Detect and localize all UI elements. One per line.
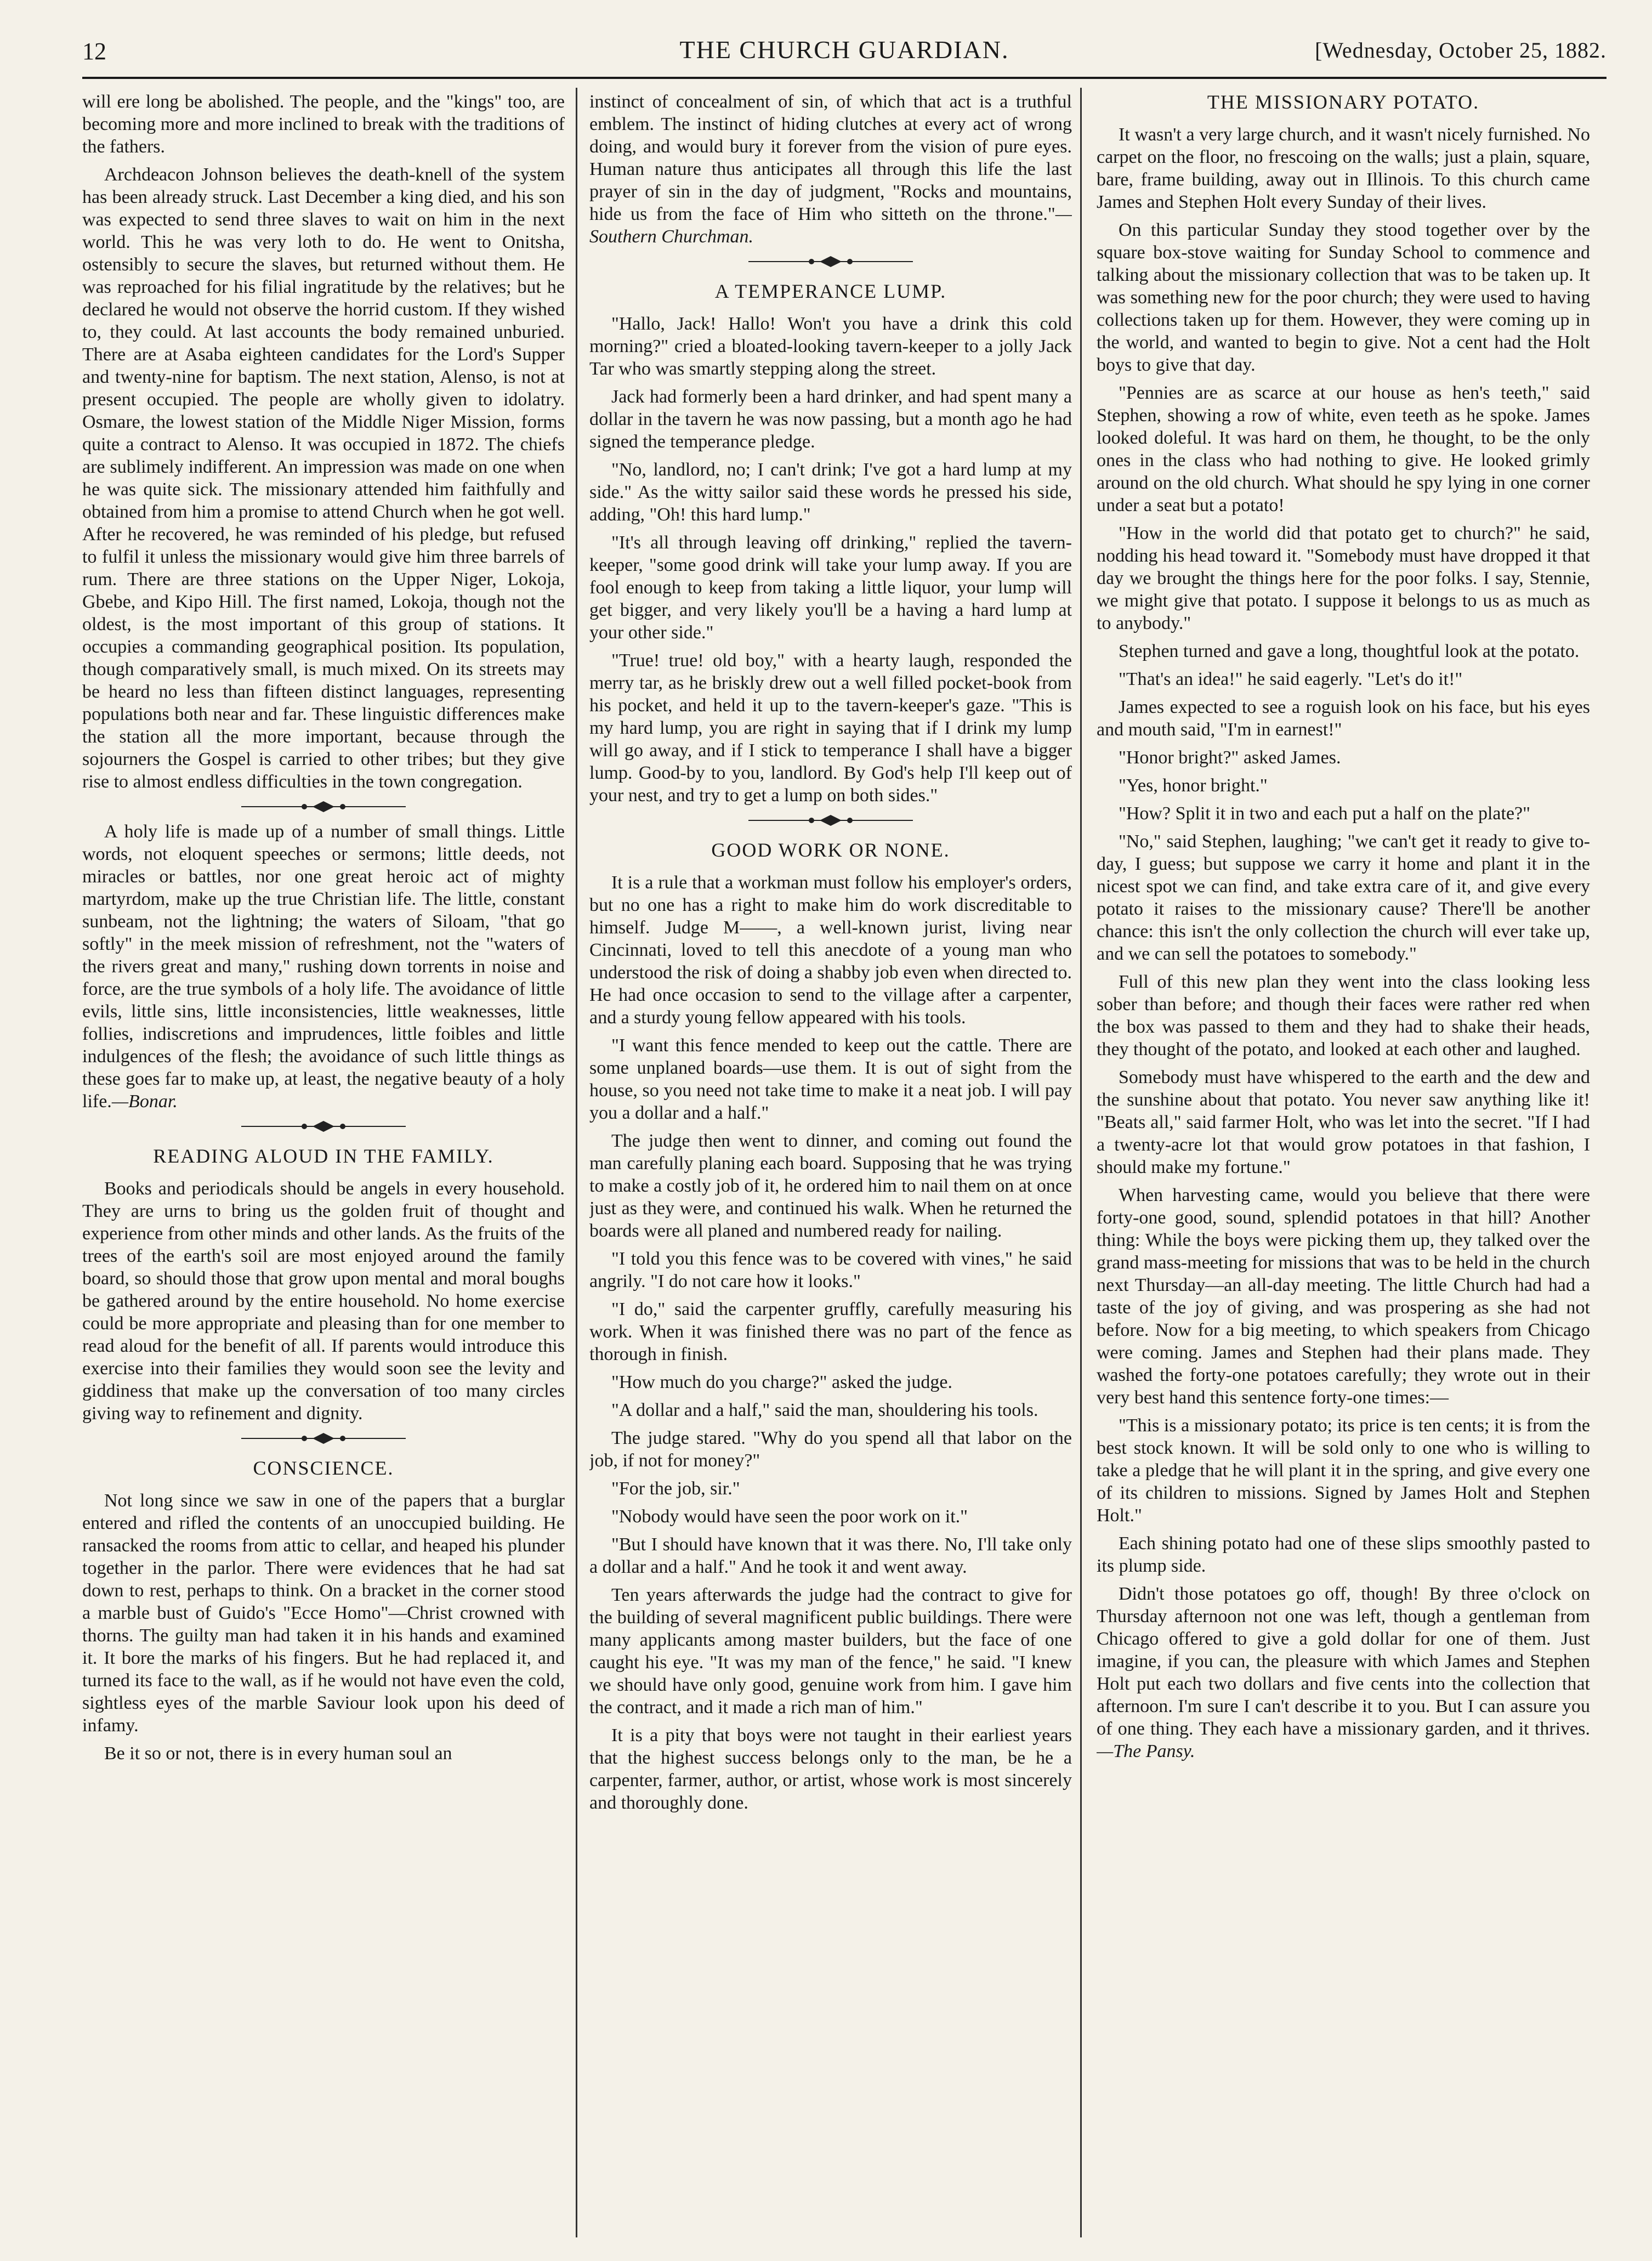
article-paragraph: "Hallo, Jack! Hallo! Won't you have a drink this cold morning?" cried a bloated-looking tavern-keeper to a jolly Jack Tar who was smartly stepping along the street. <box>589 314 1072 379</box>
author-signature: —Bonar. <box>111 1091 178 1112</box>
newspaper-title: THE CHURCH GUARDIAN. <box>679 36 1009 64</box>
article-paragraph: Books and periodicals should be angels in every household. They are urns to bring us the golden fruit of thought and experience from other minds and other lands. As the fruits of the trees of the earth's soil are most enjoyed around the family board, so should those that grow upon mental and moral boughs be gathered around by the entire household. No home exercise could be more appropriate and pleasing than for one member to read aloud for the benefit of all. If parents would introduce this exercise into their families they would soon see the levity and giddiness that make up the conversation of too many circles giving way to refinement and dignity. <box>82 1178 565 1424</box>
article-paragraph: "Honor bright?" asked James. <box>1119 747 1341 768</box>
article-paragraph: "No," said Stephen, laughing; "we can't get it ready to give to-day, I guess; but suppose we carry it home and plant it in the nicest spot we can find, and take extra care of it, and give every potato it raises to the missionary cause? There'll be another chance: this isn't the only collection the church will ever take up, and we can sell the potatoes to somebody." <box>1097 831 1590 964</box>
article-paragraph: Didn't those potatoes go off, though! By three o'clock on Thursday afternoon not one was left, though a gentleman from Chicago offered to give a gold dollar for one of them. Just imagine, if you can, the pleasure with which James and Stephen Holt put each two dollars and five cents into the collection that afternoon. I'm sure I can't describe it to you. But I can assure you of one thing. They each have a missionary garden, and it thrives.—The Pansy. <box>1097 1584 1590 1761</box>
section-separator <box>589 253 1072 272</box>
article-paragraph: "True! true! old boy," with a hearty laugh, responded the merry tar, as he briskly drew out a well filled pocket-book from his pocket, and held it up to the tavern-keeper's gaze. "This is my hard lump, you are right in saying that if I drink my lump will go away, and if I stick to temperance I shall have a bigger lump. Good-by to you, landlord. By God's help I'll keep out of your nest, and try to get a lump on both sides." <box>589 650 1072 806</box>
article-paragraph: "Yes, honor bright." <box>1119 775 1268 796</box>
article-paragraph: "Nobody would have seen the poor work on it." <box>611 1506 968 1527</box>
page-header <box>82 33 1606 71</box>
section-separator <box>82 1430 565 1449</box>
article-heading: A TEMPERANCE LUMP. <box>714 280 947 302</box>
article-paragraph: Each shining potato had one of these slips smoothly pasted to its plump side. <box>1097 1533 1590 1576</box>
article-paragraph: "How? Split it in two and each put a half on the plate?" <box>1119 803 1531 824</box>
article-paragraph: It is a rule that a workman must follow his employer's orders, but no one has a right to make him do work discreditable to himself. Judge M——, a well-known jurist, living near Cincinnati, loved to tell this anecdote of a young man who understood the risk of doing a shabby job even when directed to. He had once occasion to send to the village after a carpenter, and a sturdy young fellow appeared with his tools. <box>589 872 1072 1028</box>
article-paragraph: When harvesting came, would you believe that there were forty-one good, sound, splendid potatoes in that hill? Another thing: While the boys were picking them up, they talked over the grand mass-meeting for missions that was to be held in the church next Thursday—an all-day meeting. The little Church had had a taste of the joy of giving, and was prospering as she had not before. Now for a big meeting, to which speakers from Chicago were coming. James and Stephen had their plans made. They washed the forty-one potatoes carefully; they wrote out in their very best hand this sentence forty-one times:— <box>1097 1185 1590 1408</box>
column-divider <box>576 88 577 2237</box>
article-paragraph: "This is a missionary potato; its price is ten cents; it is from the best stock known. It will be sold only to one who is willing to take a pledge that he will plant it in the spring, and give every one of its children to missions. Signed by James Holt and Stephen Holt." <box>1097 1415 1590 1526</box>
article-paragraph: "That's an idea!" he said eagerly. "Let's do it!" <box>1119 669 1463 689</box>
article-paragraph: "It's all through leaving off drinking," replied the tavern-keeper, "some good drink will take your lump away. If you are fool enough to keep from taking a little liquor, your lump will get bigger, and very likely you'll be a having a hard lump at your other side." <box>589 532 1072 643</box>
column-2 <box>589 90 1072 2229</box>
header-rule <box>82 77 1606 79</box>
article-paragraph: Be it so or not, there is in every human soul an <box>104 1743 452 1764</box>
article-heading: GOOD WORK OR NONE. <box>711 839 950 861</box>
column-divider <box>1080 88 1082 2237</box>
article-paragraph: Full of this new plan they went into the class looking less sober than before; and though their faces were rather red when the box was passed to them and they had to shake their heads, they thought of the potato, and looked at each other and laughed. <box>1097 972 1590 1059</box>
article-paragraph: "But I should have known that it was there. No, I'll take only a dollar and a half." And he took it and went away. <box>589 1534 1072 1577</box>
article-heading: CONSCIENCE. <box>253 1457 394 1479</box>
article-paragraph: "No, landlord, no; I can't drink; I've got a hard lump at my side." As the witty sailor said these words he pressed his side, adding, "Oh! this hard lump." <box>589 460 1072 525</box>
column-3 <box>1097 90 1590 2229</box>
article-paragraph: Ten years afterwards the judge had the contract to give for the building of several magnificent public buildings. There were many applicants among master builders, but the face of one caught his eye. "It was my man of the fence," he said. "I knew we should have only good, genuine work from him. I gave him the contract, and it made a rich man of him." <box>589 1585 1072 1718</box>
section-separator <box>82 798 565 817</box>
article-paragraph: James expected to see a roguish look on his face, but his eyes and mouth said, "I'm in earnest!" <box>1097 697 1590 740</box>
article-paragraph: will ere long be abolished. The people, and the "kings" too, are becoming more and more inclined to break with the traditions of the fathers. <box>82 92 565 157</box>
article-paragraph: Jack had formerly been a hard drinker, and had spent many a dollar in the tavern he was now passing, but a month ago he had signed the temperance pledge. <box>589 387 1072 452</box>
article-paragraph: "I want this fence mended to keep out the cattle. There are some unplaned boards—use them. It is out of sight from the house, so you need not take time to make it a neat job. I will pay you a dollar and a half." <box>589 1035 1072 1123</box>
article-paragraph: The judge then went to dinner, and coming out found the man carefully planing each board. Supposing that he was trying to make a costly job of it, he ordered him to nail them on at once just as they were, and continued his walk. When he returned the boards were all planed and numbered ready for nailing. <box>589 1131 1072 1241</box>
article-paragraph: "For the job, sir." <box>611 1478 740 1499</box>
article-paragraph: Stephen turned and gave a long, thoughtful look at the potato. <box>1119 641 1580 661</box>
source-signature: —Southern Churchman. <box>589 204 1072 247</box>
article-paragraph: "Pennies are as scarce at our house as hen's teeth," said Stephen, showing a row of white, even teeth as he spoke. James looked doleful. It was hard on them, he thought, to be the only ones in the class who had nothing to give. He looked grimly around on the old church. What should he spy lying in one corner under a seat but a potato! <box>1097 383 1590 515</box>
section-separator <box>589 812 1072 831</box>
issue-date: [Wednesday, October 25, 1882. <box>1315 38 1606 63</box>
article-paragraph: Not long since we saw in one of the papers that a burglar entered and rifled the contents of an unoccupied building. He ransacked the rooms from attic to cellar, and heaped his plunder together in the parlor. There were evidences that he had sat down to rest, perhaps to think. On a bracket in the corner stood a marble bust of Guido's "Ecce Homo"—Christ crowned with thorns. The guilty man had taken it in his hands and examined it. It bore the marks of his fingers. But he had replaced it, and turned its face to the wall, as if he would not have even the cold, sightless eyes of the marble Saviour look upon his deed of infamy. <box>82 1491 565 1736</box>
column-1 <box>82 90 565 2229</box>
article-paragraph: The judge stared. "Why do you spend all that labor on the job, if not for money?" <box>589 1428 1072 1471</box>
article-paragraph: "I do," said the carpenter gruffly, carefully measuring his work. When it was finished there was no part of the fence as thorough in finish. <box>589 1299 1072 1364</box>
article-paragraph: On this particular Sunday they stood together over by the square box-stove waiting for Sunday School to commence and talking about the missionary collection that was to be taken up. It was something new for the poor church; they were used to having collections taken up for them. However, they were coming up in the world, and wanted to begin to give. Not a cent had the Holt boys to give that day. <box>1097 220 1590 375</box>
article-paragraph: "How much do you charge?" asked the judge. <box>611 1372 952 1392</box>
source-signature: —The Pansy. <box>1097 1741 1195 1761</box>
article-heading: READING ALOUD IN THE FAMILY. <box>153 1145 494 1167</box>
article-paragraph: It is a pity that boys were not taught in their earliest years that the highest success belongs only to the man, be he a carpenter, farmer, author, or artist, whose work is most sincerely and thoroughly done. <box>589 1725 1072 1813</box>
article-paragraph: "How in the world did that potato get to church?" he said, nodding his head toward it. "Somebody must have dropped it that day we brought the things here for the poor folks. I say, Stennie, we might give that potato. I suppose it belongs to us as much as to anybody." <box>1097 523 1590 633</box>
article-heading: THE MISSIONARY POTATO. <box>1207 91 1480 113</box>
article-paragraph: "A dollar and a half," said the man, shouldering his tools. <box>611 1400 1038 1420</box>
article-paragraph: instinct of concealment of sin, of which that act is a truthful emblem. The instinct of hiding clutches at every act of wrong doing, and would bury it forever from the vision of pure eyes. Human nature thus anticipates all through this life the last prayer of sin in the day of judgment, "Rocks and mountains, hide us from the face of Him who sitteth on the throne."—Southern Churchman. <box>589 92 1072 247</box>
article-paragraph: A holy life is made up of a number of small things. Little words, not eloquent speeches or sermons; little deeds, not miracles or battles, nor one great heroic act of mighty martyrdom, make up the true Christian life. The little, constant sunbeam, not the lightning; the waters of Siloam, "that go softly" in the meek mission of refreshment, not the "waters of the rivers great and many," rushing down torrents in noise and force, are the true symbols of a holy life. The avoidance of little evils, little sins, little inconsistencies, little weaknesses, little follies, indiscretions and imprudences, little foibles and little indulgences of the flesh; the avoidance of such little things as these goes far to make up, at least, the negative beauty of a holy life.—Bonar. <box>82 821 565 1112</box>
section-separator <box>82 1118 565 1137</box>
article-paragraph: "I told you this fence was to be covered with vines," he said angrily. "I do not care how it looks." <box>589 1249 1072 1291</box>
page-number: 12 <box>82 38 106 65</box>
article-paragraph: Somebody must have whispered to the earth and the dew and the sunshine about that potato. You never saw anything like it! "Beats all," said farmer Holt, who was let into the secret. "If I had a twenty-acre lot that would grow potatoes in that fashion, I should make my fortune." <box>1097 1067 1590 1177</box>
article-paragraph: It wasn't a very large church, and it wasn't nicely furnished. No carpet on the floor, no frescoing on the walls; just a plain, square, bare, frame building, away out in Illinois. To this church came James and Stephen Holt every Sunday of their lives. <box>1097 124 1590 212</box>
article-paragraph: Archdeacon Johnson believes the death-knell of the system has been already struck. Last December a king died, and his son was expected to send three slaves to wait on him in the next world. This he was very loth to do. He went to Onitsha, ostensibly to secure the slaves, but returned without them. He was reproached for his filial ingratitude by the relatives; but he declared he would not observe the horrid custom. If they wished to, they could. At last accounts the body remained unburied. There are at Asaba eighteen candidates for the Lord's Supper and twenty-nine for baptism. The next station, Alenso, is not at present occupied. The people are wholly given to idolatry. Osmare, the lowest station of the Middle Niger Mission, forms quite a contract to Alenso. It was occupied in 1872. The chiefs are sublimely indifferent. An impression was made on one when he was quite sick. The missionary attended him faithfully and obtained from him a promise to attend Church when he got well. After he recovered, he was reminded of his pledge, but refused to fulfil it unless the missionary would give him three barrels of rum. There are three stations on the Upper Niger, Lokoja, Gbebe, and Kipo Hill. The first named, Lokoja, though not the oldest, is the most important of this group of stations. It occupies a commanding geographical position. Its population, though comparatively small, is much mixed. On its streets may be heard no less than fifteen distinct languages, representing populations both near and far. These linguistic differences make the station all the more important, because through the sojourners the Gospel is carried to other tribes; but they give rise to almost endless difficulties in the town congregation. <box>82 165 565 792</box>
